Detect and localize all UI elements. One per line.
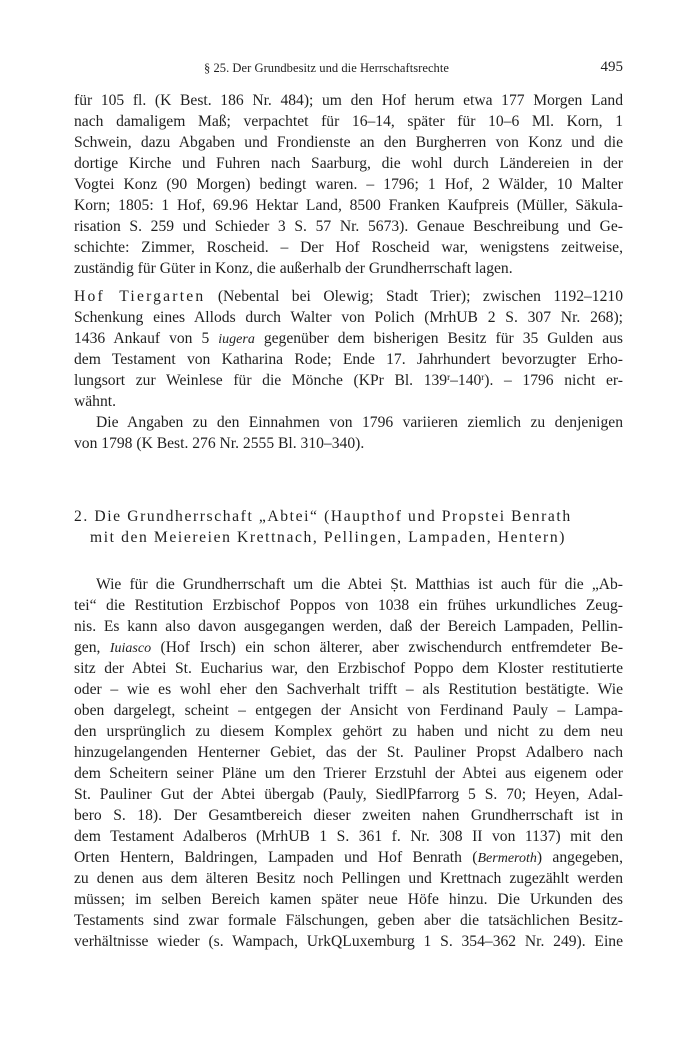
paragraph-continuation <box>74 90 623 279</box>
italic-term: Iuiasco <box>109 641 152 656</box>
text-line: nach damaligem Maß; verpachtet für 16–14, später für 10–6 Ml. Korn, 1 <box>74 113 623 130</box>
text-line: dem Testament Adalberos (MrhUB 1 S. 361 f. Nr. 308 II von 1137) mit den <box>74 828 623 845</box>
text-line: 1436 Ankauf von 5 iugera gegenüber dem bisherigen Besitz für 35 Gulden aus <box>74 330 623 347</box>
entry-name: Hof Tiergarten <box>74 288 206 305</box>
text-line: dortige Kirche und Fuhren nach Saarburg, die wohl durch Ländereien in der <box>74 155 623 172</box>
text-line: hinzugelangenden Henterner Gebiet, das der St. Pauliner Propst Adalbero nach <box>74 744 623 761</box>
section-heading <box>74 506 623 548</box>
text-line: Wie für die Grundherrschaft um die Abtei Ṣt. Matthias ist auch für die „Ab- <box>96 576 623 593</box>
text-line: gen, Iuiasco (Hof Irsch) ein schon älterer, aber zwischendurch entfremdeter Be- <box>74 639 624 656</box>
text-line: Die Angaben zu den Einnahmen von 1796 variieren ziemlich zu denjenigen <box>96 414 623 431</box>
text-line: wähnt. <box>74 393 117 410</box>
text-line: tei“ die Restitution Erzbischof Poppos von 1038 ein frühes urkundliches Zeug- <box>74 597 623 614</box>
text-line: bero S. 18). Der Gesamtbereich dieser zweiten nahen Grundherrschaft ist in <box>74 807 623 824</box>
text-line: sitz der Abtei St. Eucharius war, den Erzbischof Poppo dem Kloster restitutierte <box>74 660 623 677</box>
text-line: Vogtei Konz (90 Morgen) bedingt waren. – 1796; 1 Hof, 2 Wälder, 10 Malter <box>74 176 623 193</box>
text-line: St. Pauliner Gut der Abtei übergab (Pauly, SiedlPfarrorg 5 S. 70; Heyen, Adal- <box>74 786 623 803</box>
text-line: Testaments sind zwar formale Fälschungen, geben aber die tatsächlichen Besitz- <box>74 912 623 929</box>
text-line: Hof Tiergarten (Nebental bei Olewig; Stadt Trier); zwischen 1192–1210 <box>74 288 623 305</box>
text-line: lungsort zur Weinlese für die Mönche (KPr Bl. 139$^r$–140$^r$). – 1796 nicht er- <box>74 372 623 389</box>
heading-line: mit den Meiereien Krettnach, Pellingen, Lampaden, Hentern) <box>90 529 567 546</box>
italic-term: iugera <box>218 332 255 347</box>
text-line: verhältnisse wieder (s. Wampach, UrkQLuxemburg 1 S. 354–362 Nr. 249). Eine <box>74 933 623 950</box>
paragraph-note <box>74 412 623 454</box>
text-line: Schwein, dazu Abgaben und Frondienste an den Burgherren von Konz und die <box>74 134 623 151</box>
text-line: zuständig für Güter in Konz, die außerhalb der Grundherrschaft lagen. <box>74 260 513 277</box>
text-line: Korn; 1805: 1 Hof, 69.96 Hektar Land, 8500 Franken Kaufpreis (Müller, Säkula- <box>74 197 623 214</box>
text-line: Orten Hentern, Baldringen, Lampaden und Hof Benrath (Bermeroth) angegeben, <box>74 849 624 866</box>
text-line: für 105 fl. (K Best. 186 Nr. 484); um den Hof herum etwa 177 Morgen Land <box>74 92 623 109</box>
entry-hof-tiergarten <box>74 286 623 412</box>
running-head-title: § 25. Der Grundbesitz und die Herrschaftsrechte <box>204 61 449 75</box>
text-line: den ursprünglich zu diesem Komplex gehört zu haben und nicht zu dem neu <box>74 723 623 740</box>
text-line: dem Testament von Katharina Rode; Ende 17. Jahrhundert bevorzugter Erho- <box>74 351 623 368</box>
text-line: von 1798 (K Best. 276 Nr. 2555 Bl. 310–340). <box>74 435 365 452</box>
page-body <box>74 90 623 952</box>
text-line: risation S. 259 und Schieder 3 S. 57 Nr. 5673). Genaue Beschreibung und Ge- <box>74 218 623 235</box>
running-head <box>74 60 623 80</box>
heading-line: 2. Die Grundherrschaft „Abtei“ (Haupthof und Propstei Benrath <box>74 508 572 525</box>
page-number: 495 <box>600 59 623 75</box>
paragraph-section2 <box>74 574 623 952</box>
text-line: müssen; im selben Bereich kamen später neue Höfe hinzu. Die Urkunden des <box>74 891 623 908</box>
text-line: zu denen aus dem älteren Besitz noch Pellingen und Krettnach zugezählt werden <box>74 870 623 887</box>
text-line: dem Scheitern seiner Pläne um den Trierer Erzstuhl der Abtei aus eigenem oder <box>74 765 623 782</box>
text-line: oben dargelegt, scheint – entgegen der Ansicht von Ferdinand Pauly – Lampa- <box>74 702 623 719</box>
text-line: oder – wie es wohl eher den Sachverhalt trifft – als Restitution bestätigte. Wie <box>74 681 623 698</box>
text-line: Schenkung eines Allods durch Walter von Polich (MrhUB 2 S. 307 Nr. 268); <box>74 309 623 326</box>
italic-term: Bermeroth <box>477 851 537 866</box>
text-line: schichte: Zimmer, Roscheid. – Der Hof Roscheid war, wenigstens zeitweise, <box>74 239 623 256</box>
text-line: nis. Es kann also davon ausgegangen werden, daß der Bereich Lampaden, Pellin- <box>74 618 623 635</box>
